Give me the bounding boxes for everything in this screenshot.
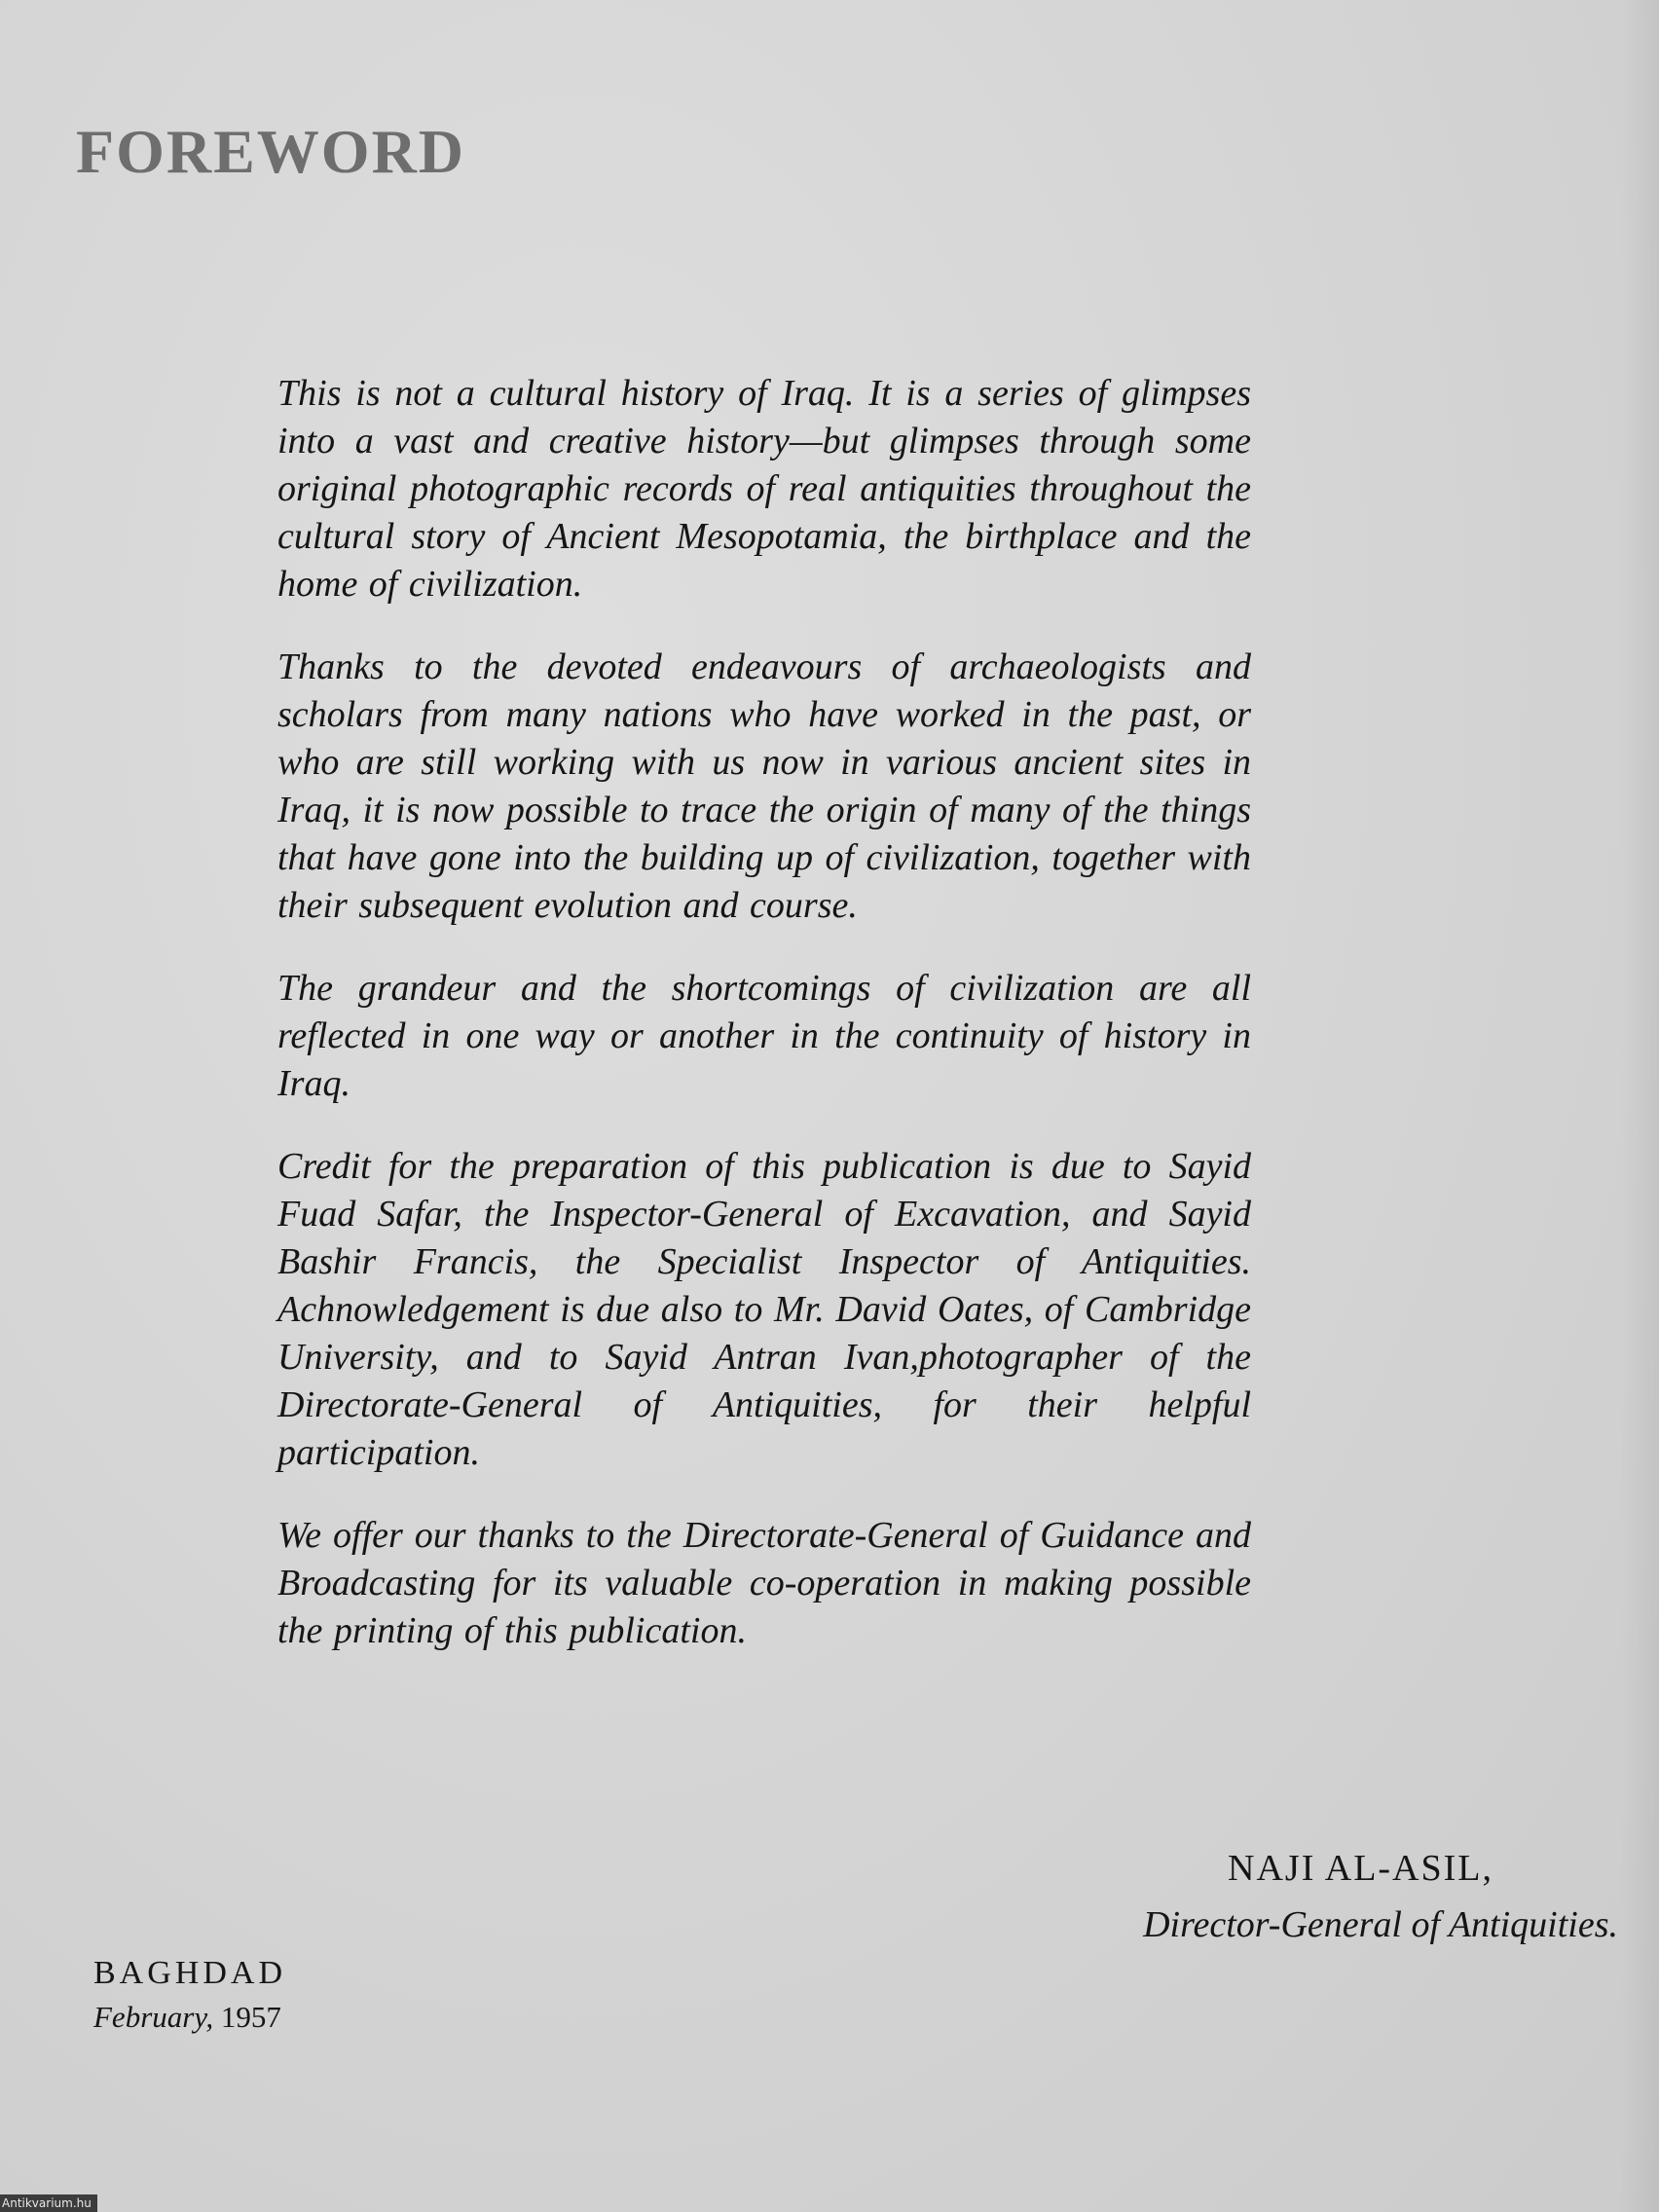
- signatory-title: Director-General of Antiquities.: [1143, 1904, 1618, 1945]
- paragraph-4: Credit for the preparation of this publication is due to Sayid Fuad Safar, the Inspector-General of Excavation, and Sayid Bashir Francis, the Specialist Inspector of Antiquities. Achnowledgement is due also to Mr. David Oates, of Cambridge University, and to Sayid Antran Ivan,photographer of the Directorate-General of Antiquities, for their helpful participation.: [277, 1146, 1251, 1473]
- place-city: BAGHDAD: [93, 1955, 286, 1991]
- foreword-body: [277, 370, 1251, 1690]
- place-date-block: [93, 1957, 286, 2032]
- paragraph-5: We offer our thanks to the Directorate-General of Guidance and Broadcasting for its valuable co-operation in making possible the printing of this publication.: [277, 1515, 1251, 1651]
- watermark: Antikvarium.hu: [0, 2194, 97, 2212]
- signature-block: [1143, 1850, 1618, 1943]
- paragraph-3: The grandeur and the shortcomings of civilization are all reflected in one way or another in the continuity of history in Iraq.: [277, 968, 1251, 1104]
- page-edge-shadow: [1620, 0, 1659, 2212]
- paragraph-2: Thanks to the devoted endeavours of archaeologists and scholars from many nations who have worked in the past, or who are still working with us now in various ancient sites in Iraq, it is now possible to trace the origin of many of the things that have gone into the building up of civilization, together with their subsequent evolution and course.: [277, 646, 1251, 926]
- date-month: February,: [93, 2000, 214, 2034]
- publication-date: [93, 2002, 286, 2032]
- date-year: 1957: [220, 2000, 281, 2034]
- paragraph-1: This is not a cultural history of Iraq. It is a series of glimpses into a vast and creative history—but glimpses through some original photographic records of real antiquities throughout the cultural story of Ancient Mesopotamia, the birthplace and the home of civilization.: [277, 373, 1251, 605]
- page-title: FOREWORD: [76, 117, 465, 186]
- signatory-name: NAJI AL-ASIL,: [1228, 1848, 1493, 1889]
